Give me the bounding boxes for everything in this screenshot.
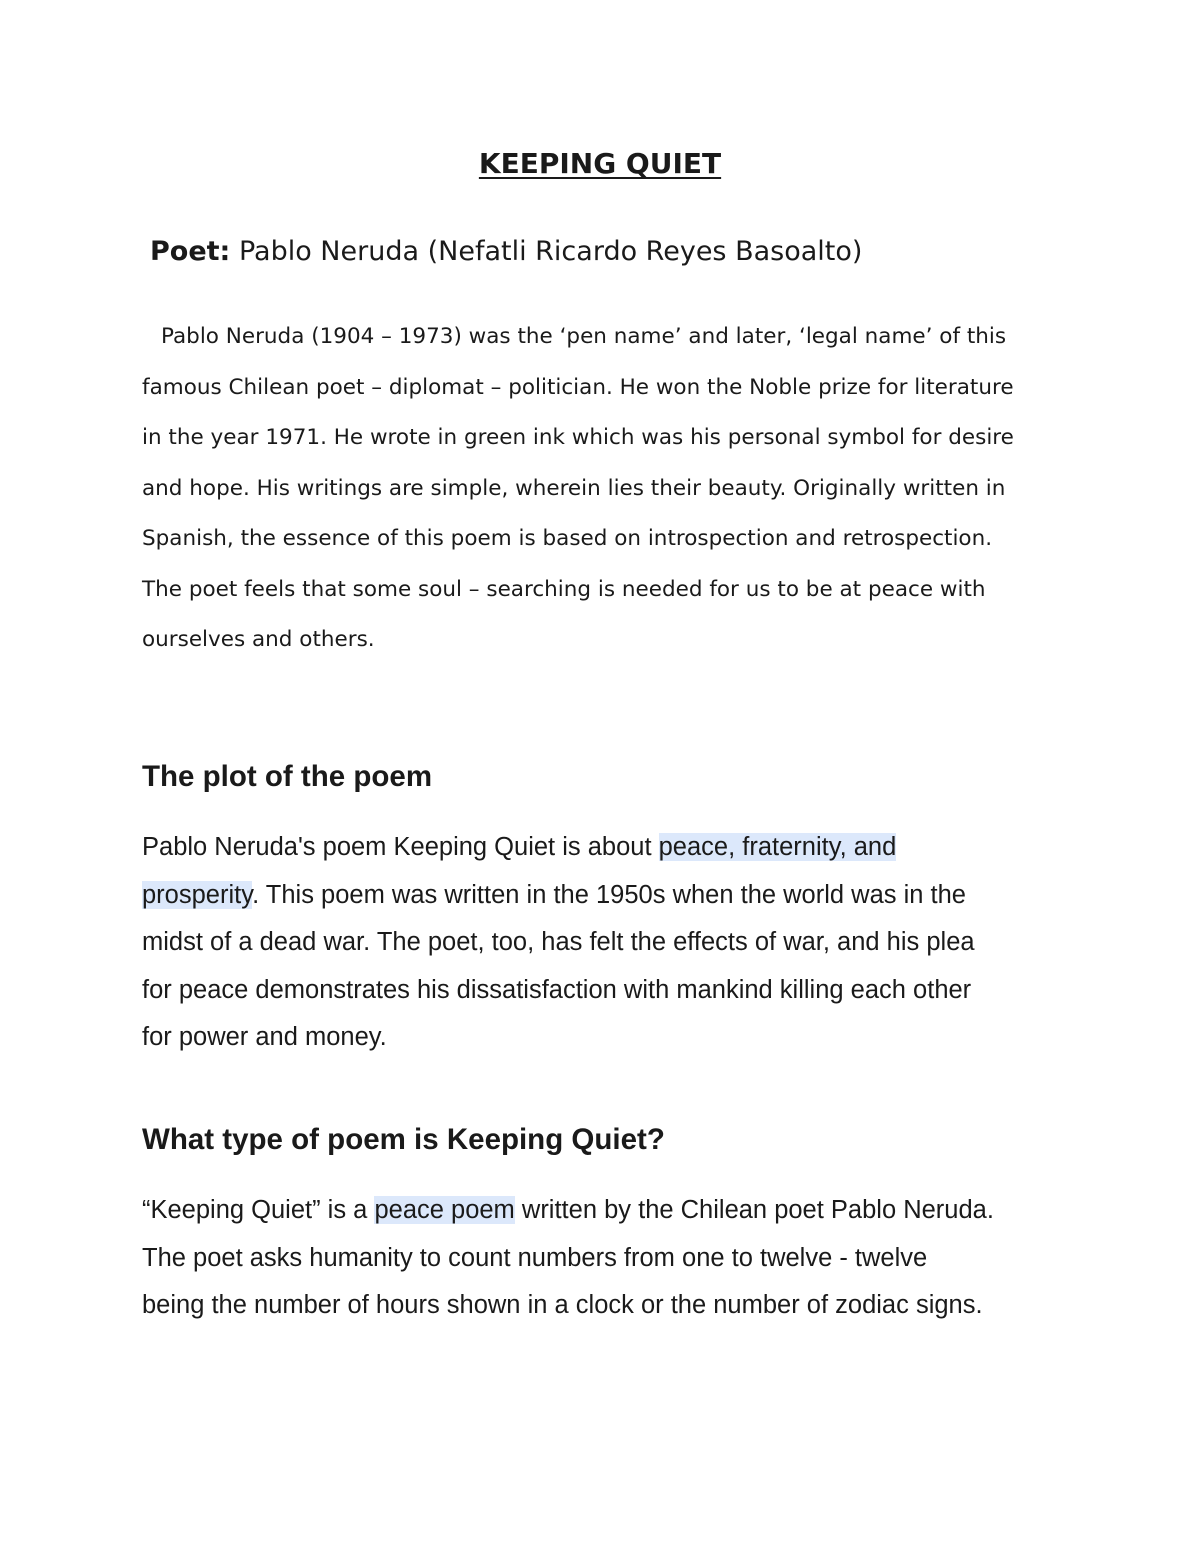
bio-line: ourselves and others. — [142, 627, 375, 652]
plot-line-1-text: Pablo Neruda's poem Keeping Quiet is about — [142, 833, 659, 861]
poet-label: Poet: — [150, 236, 231, 267]
document-title-text: KEEPING QUIET — [478, 147, 722, 180]
plot-line-3: midst of a dead war. The poet, too, has felt the effects of war, and his plea — [142, 928, 975, 956]
type-line-2: The poet asks humanity to count numbers from one to twelve - twelve — [142, 1243, 928, 1272]
bio-line: Pablo Neruda (1904 – 1973) was the ‘pen name’ and later, ‘legal name’ of this — [161, 324, 1007, 349]
bio-line: in the year 1971. He wrote in green ink which was his personal symbol for desire — [142, 425, 1014, 450]
type-highlight: peace poem — [374, 1196, 515, 1224]
plot-line-4: for peace demonstrates his dissatisfaction with mankind killing each other — [142, 975, 972, 1004]
type-paragraph — [142, 1187, 1082, 1330]
poet-name: Pablo Neruda (Nefatli Ricardo Reyes Basoalto) — [238, 236, 863, 267]
plot-highlight-1: peace, fraternity, and — [658, 833, 897, 861]
plot-highlight-2: prosperity — [142, 880, 253, 909]
type-line-1 — [142, 1187, 1082, 1235]
type-line-3: being the number of hours shown in a clock or the number of zodiac signs. — [142, 1291, 983, 1319]
bio-line: The poet feels that some soul – searching is needed for us to be at peace with — [142, 576, 986, 602]
plot-section-heading: The plot of the poem — [142, 760, 433, 793]
plot-line-1 — [142, 824, 1082, 872]
plot-line-5: for power and money. — [142, 1023, 387, 1051]
type-line-1-post: written by the Chilean poet Pablo Neruda. — [514, 1196, 994, 1224]
bio-line: famous Chilean poet – diplomat – politician. He won the Noble prize for literature — [142, 374, 1014, 400]
type-line-1-pre: “Keeping Quiet” is a — [142, 1196, 375, 1224]
plot-paragraph — [142, 824, 1082, 1062]
bio-line: Spanish, the essence of this poem is based on introspection and retrospection. — [142, 526, 993, 551]
type-section-heading: What type of poem is Keeping Quiet? — [142, 1123, 665, 1156]
biography-paragraph — [142, 312, 1062, 666]
plot-line-2-text: . This poem was written in the 1950s when the world was in the — [252, 880, 966, 909]
poet-line — [150, 230, 862, 274]
plot-line-2 — [142, 872, 1082, 920]
document-title — [0, 142, 1200, 186]
bio-line: and hope. His writings are simple, wherein lies their beauty. Originally written in — [142, 475, 1006, 501]
